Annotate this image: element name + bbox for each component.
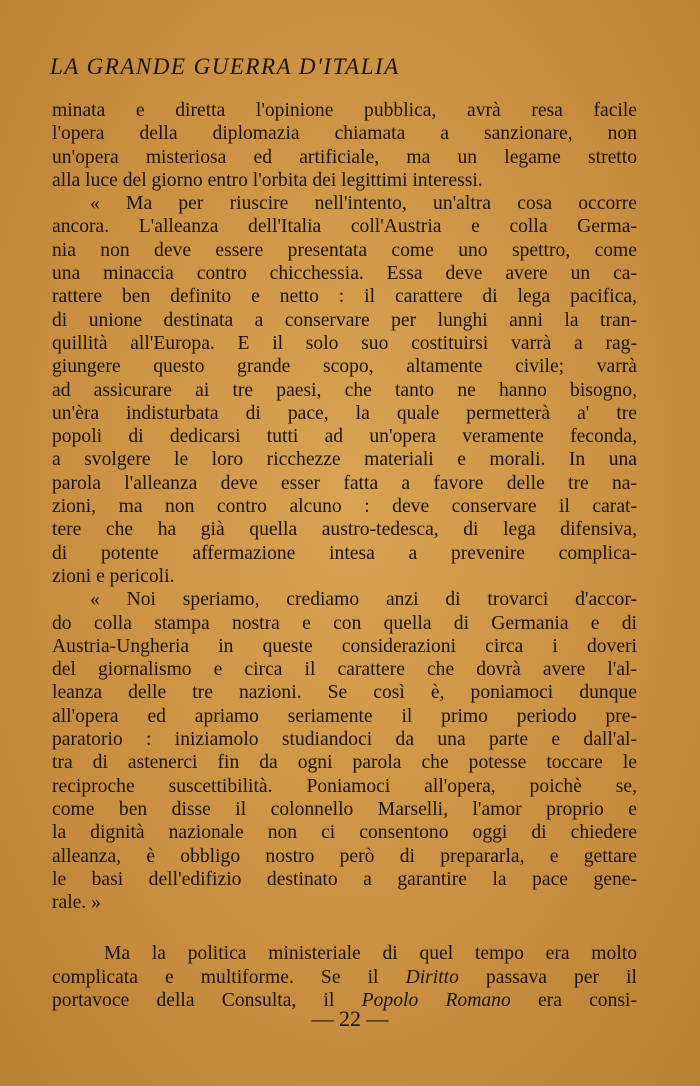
paragraph-2: [52, 192, 637, 588]
text-line: rale. »: [52, 892, 101, 914]
text-line: come ben disse il colonnello Marselli, l'amor proprio e: [52, 798, 637, 820]
text-line: all'opera ed apriamo seriamente il primo periodo pre-: [52, 705, 637, 727]
newspaper-title: Diritto: [405, 966, 459, 988]
page-number: — 22 —: [311, 1006, 389, 1031]
text-line: ancora. L'alleanza dell'Italia coll'Austria e colla Germa-: [52, 216, 637, 238]
text-line: una minaccia contro chicchessia. Essa deve avere un ca-: [52, 263, 637, 285]
text-run: passava per il: [458, 966, 637, 988]
text-line: do colla stampa nostra e con quella di Germania e di: [52, 612, 637, 634]
text-run: era consi-: [510, 989, 637, 1011]
text-line: popoli di dedicarsi tutti ad un'opera veramente feconda,: [52, 426, 637, 448]
text-line: zioni, ma non contro alcuno : deve conservare il carat-: [52, 496, 637, 518]
text-line: « Noi speriamo, crediamo anzi di trovarci d'accor-: [90, 589, 637, 611]
text-line: rattere ben definito e netto : il carattere di lega pacifica,: [52, 286, 637, 308]
text-line: di potente affermazione intesa a prevenire complica-: [52, 542, 637, 564]
text-line: un'opera misteriosa ed artificiale, ma un legame stretto: [52, 146, 637, 168]
text-line: di unione destinata a conservare per lunghi anni la tran-: [52, 309, 637, 331]
text-line: tere che ha già quella austro-tedesca, di lega difensiva,: [52, 519, 637, 541]
paragraph-1: [52, 99, 637, 192]
text-line: Ma la politica ministeriale di quel tempo era molto: [104, 943, 637, 965]
text-line: giungere questo grande scopo, altamente civile; varrà: [52, 356, 637, 378]
running-title: LA GRANDE GUERRA D'ITALIA: [50, 54, 400, 79]
text-line: « Ma per riuscire nell'intento, un'altra cosa occorre: [90, 193, 637, 215]
text-line: [52, 966, 637, 989]
text-run: complicata e multiforme. Se il: [52, 966, 406, 988]
text-line: zioni e pericoli.: [52, 565, 175, 587]
text-line: a svolgere le loro ricchezze materiali e morali. In una: [52, 449, 637, 471]
text-line: parola l'alleanza deve esser fatta a favore delle tre na-: [52, 472, 637, 494]
text-line: tra di astenerci fin da ogni parola che potesse toccare le: [52, 752, 637, 774]
paragraph-3: [52, 588, 637, 914]
text-line: le basi dell'edifizio destinato a garantire la pace gene-: [52, 868, 637, 890]
text-line: la dignità nazionale non ci consentono oggi di chiedere: [52, 822, 637, 844]
newspaper-title: Popolo Romano: [361, 989, 511, 1011]
text-run: portavoce della Consulta, il: [52, 989, 362, 1011]
text-line: l'opera della diplomazia chiamata a sanzionare, non: [52, 123, 637, 145]
paragraph-4: [52, 942, 637, 1012]
body-text: [52, 99, 637, 1012]
text-line: paratorio : iniziamolo studiandoci da una parte e dall'al-: [52, 729, 637, 751]
text-line: ad assicurare ai tre paesi, che tanto ne hanno bisogno,: [52, 379, 637, 401]
text-line: quillità all'Europa. E il solo suo costituirsi varrà a rag-: [52, 332, 637, 354]
text-line: alla luce del giorno entro l'orbita dei legittimi interessi.: [52, 169, 483, 191]
text-line: nia non deve essere presentata come uno spettro, come: [52, 239, 637, 261]
text-line: minata e diretta l'opinione pubblica, avrà resa facile: [52, 100, 637, 121]
text-line: del giornalismo e circa il carattere che dovrà avere l'al-: [52, 659, 637, 681]
text-line: reciproche suscettibilità. Poniamoci all'opera, poichè se,: [52, 775, 637, 797]
text-line: leanza delle tre nazioni. Se così è, poniamoci dunque: [52, 682, 637, 704]
text-line: Austria-Ungheria in queste considerazioni circa i doveri: [52, 635, 637, 657]
text-line: un'èra indisturbata di pace, la quale permetterà a' tre: [52, 402, 637, 424]
text-line: alleanza, è obbligo nostro però di prepararla, e gettare: [52, 845, 637, 867]
paragraph-gap: [52, 914, 637, 942]
